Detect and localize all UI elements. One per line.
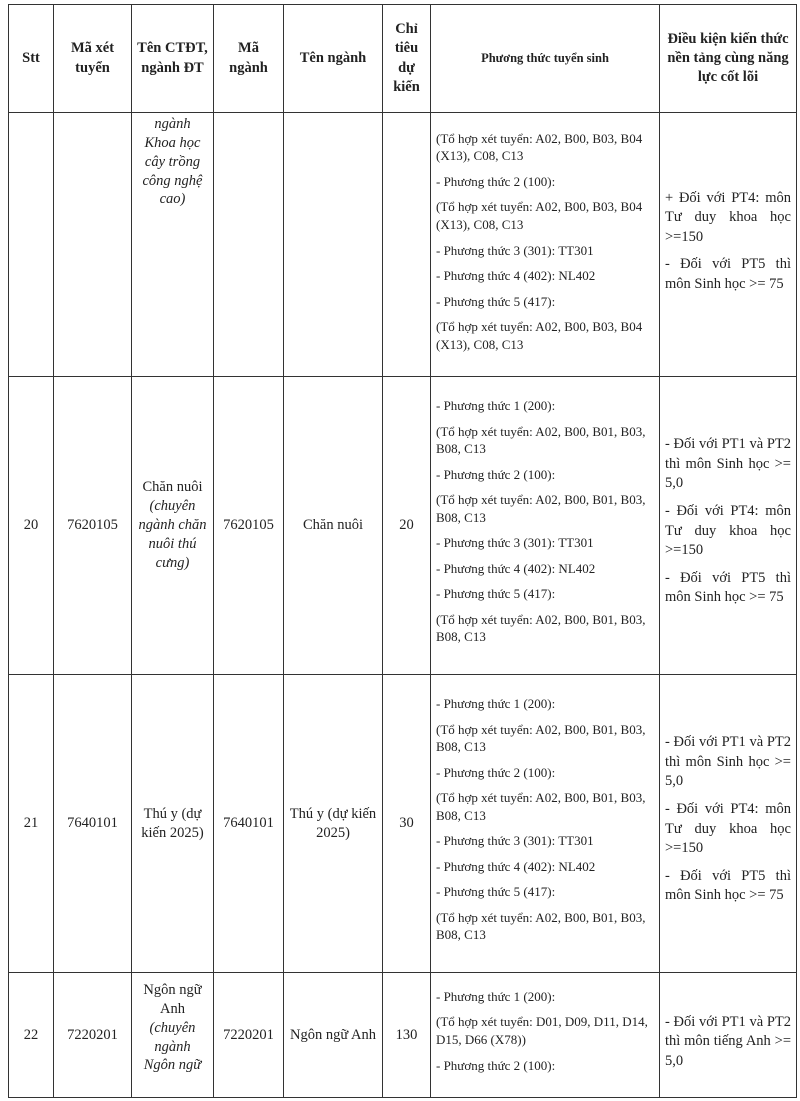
cell-chi-tieu: 20 [383, 377, 431, 675]
method-line: - Phương thức 5 (417): [436, 586, 556, 602]
cell-methods [431, 675, 660, 973]
cell-stt: 21 [9, 675, 54, 973]
method-line: - Phương thức 4 (402): NL402 [436, 858, 596, 874]
admission-table [8, 4, 797, 1098]
method-line: - Phương thức 1 (200): [436, 695, 556, 711]
header-ten-nganh: Tên ngành [284, 5, 383, 113]
cell-ten-nganh: Thú y (dự kiến 2025) [284, 675, 383, 973]
cell-ten-ctdt [132, 973, 214, 1098]
cell-chi-tieu [383, 113, 431, 377]
condition-line: - Đối với PT5 thì môn Sinh học >= 75 [665, 867, 791, 904]
cell-ma-nganh: 7220201 [214, 973, 284, 1098]
method-line: - Phương thức 2 (100): [436, 466, 556, 482]
program-name: Thú y (dự kiến 2025) [141, 805, 204, 841]
cell-ten-nganh: Ngôn ngữ Anh [284, 973, 383, 1098]
method-line: - Phương thức 4 (402): NL402 [436, 560, 596, 576]
method-line: (Tổ hợp xét tuyển: A02, B00, B03, B04 (X13), C08, C13 [436, 319, 643, 352]
cell-conditions [660, 377, 797, 675]
method-line: - Phương thức 5 (417): [436, 293, 556, 309]
program-note: ngành Khoa học cây trồng công nghệ cao) [142, 116, 203, 208]
method-line: (Tổ hợp xét tuyển: A02, B00, B03, B04 (X13), C08, C13 [436, 130, 643, 164]
program-note: (chuyên ngành chăn nuôi thú cưng) [138, 498, 207, 571]
cell-ten-nganh [284, 113, 383, 377]
method-line: (Tổ hợp xét tuyển: A02, B00, B01, B03, B08, C13 [436, 790, 646, 823]
cell-ma-xet-tuyen: 7220201 [54, 973, 132, 1098]
method-line: - Phương thức 5 (417): [436, 884, 556, 900]
cell-ma-nganh: 7640101 [214, 675, 284, 973]
condition-line: + Đối với PT4: môn Tư duy khoa học >=150 [665, 189, 791, 245]
program-name: Chăn nuôi [142, 479, 203, 496]
cell-conditions [660, 973, 797, 1098]
header-stt: Stt [9, 5, 54, 113]
method-line: - Phương thức 2 (100): [436, 173, 556, 189]
method-line: (Tổ hợp xét tuyển: A02, B00, B01, B03, B08, C13 [436, 611, 646, 645]
method-line: (Tổ hợp xét tuyển: A02, B00, B03, B04 (X13), C08, C13 [436, 199, 643, 232]
condition-line: - Đối với PT1 và PT2 thì môn Sinh học >= 5,0 [665, 436, 791, 492]
cell-ma-xet-tuyen: 7620105 [54, 377, 132, 675]
cell-chi-tieu: 30 [383, 675, 431, 973]
table-row [9, 973, 797, 1098]
cell-conditions [660, 675, 797, 973]
cell-stt: 22 [9, 973, 54, 1098]
method-line: (Tổ hợp xét tuyển: D01, D09, D11, D14, D15, D66 (X78)) [436, 1014, 648, 1047]
condition-line: - Đối với PT4: môn Tư duy khoa học >=150 [665, 502, 791, 559]
cell-ten-ctdt [132, 113, 214, 377]
program-note: (chuyên ngành Ngôn ngữ [143, 1019, 202, 1074]
cell-ma-xet-tuyen: 7640101 [54, 675, 132, 973]
cell-methods [431, 113, 660, 377]
table-row [9, 113, 797, 377]
cell-stt: 20 [9, 377, 54, 675]
cell-stt [9, 113, 54, 377]
method-line: (Tổ hợp xét tuyển: A02, B00, B01, B03, B08, C13 [436, 909, 646, 943]
cell-methods [431, 973, 660, 1098]
header-ma-nganh: Mã ngành [214, 5, 284, 113]
cell-conditions [660, 113, 797, 377]
header-ma-xet-tuyen: Mã xét tuyển [54, 5, 132, 113]
method-line: (Tổ hợp xét tuyển: A02, B00, B01, B03, B08, C13 [436, 721, 646, 755]
method-line: (Tổ hợp xét tuyển: A02, B00, B01, B03, B08, C13 [436, 492, 646, 525]
condition-line: - Đối với PT1 và PT2 thì môn Sinh học >= 5,0 [665, 734, 791, 790]
method-line: - Phương thức 1 (200): [436, 397, 556, 413]
condition-line: - Đối với PT1 và PT2 thì môn tiếng Anh >= 5,0 [665, 1013, 791, 1069]
cell-ten-ctdt [132, 377, 214, 675]
method-line: - Phương thức 2 (100): [436, 1057, 556, 1073]
method-line: (Tổ hợp xét tuyển: A02, B00, B01, B03, B08, C13 [436, 423, 646, 457]
header-chi-tieu: Chỉ tiêu dự kiến [383, 5, 431, 113]
cell-ma-nganh [214, 113, 284, 377]
condition-line: - Đối với PT5 thì môn Sinh học >= 75 [665, 569, 791, 606]
header-ten-ctdt: Tên CTĐT, ngành ĐT [132, 5, 214, 113]
cell-methods [431, 377, 660, 675]
program-name: Ngôn ngữ Anh [143, 982, 202, 1017]
method-line: - Phương thức 3 (301): TT301 [436, 242, 594, 258]
cell-ten-ctdt [132, 675, 214, 973]
condition-line: - Đối với PT5 thì môn Sinh học >= 75 [665, 256, 791, 292]
method-line: - Phương thức 4 (402): NL402 [436, 268, 596, 284]
header-row [9, 5, 797, 113]
cell-ma-xet-tuyen [54, 113, 132, 377]
table-row [9, 377, 797, 675]
cell-ten-nganh: Chăn nuôi [284, 377, 383, 675]
table-row [9, 675, 797, 973]
method-line: - Phương thức 3 (301): TT301 [436, 535, 594, 551]
header-dieu-kien: Điều kiện kiến thức nền tảng cùng năng lực cốt lõi [660, 5, 797, 113]
method-line: - Phương thức 2 (100): [436, 764, 556, 780]
cell-ma-nganh: 7620105 [214, 377, 284, 675]
header-phuong-thuc: Phương thức tuyển sinh [431, 5, 660, 113]
cell-chi-tieu: 130 [383, 973, 431, 1098]
method-line: - Phương thức 1 (200): [436, 988, 556, 1004]
condition-line: - Đối với PT4: môn Tư duy khoa học >=150 [665, 800, 791, 857]
method-line: - Phương thức 3 (301): TT301 [436, 833, 594, 849]
